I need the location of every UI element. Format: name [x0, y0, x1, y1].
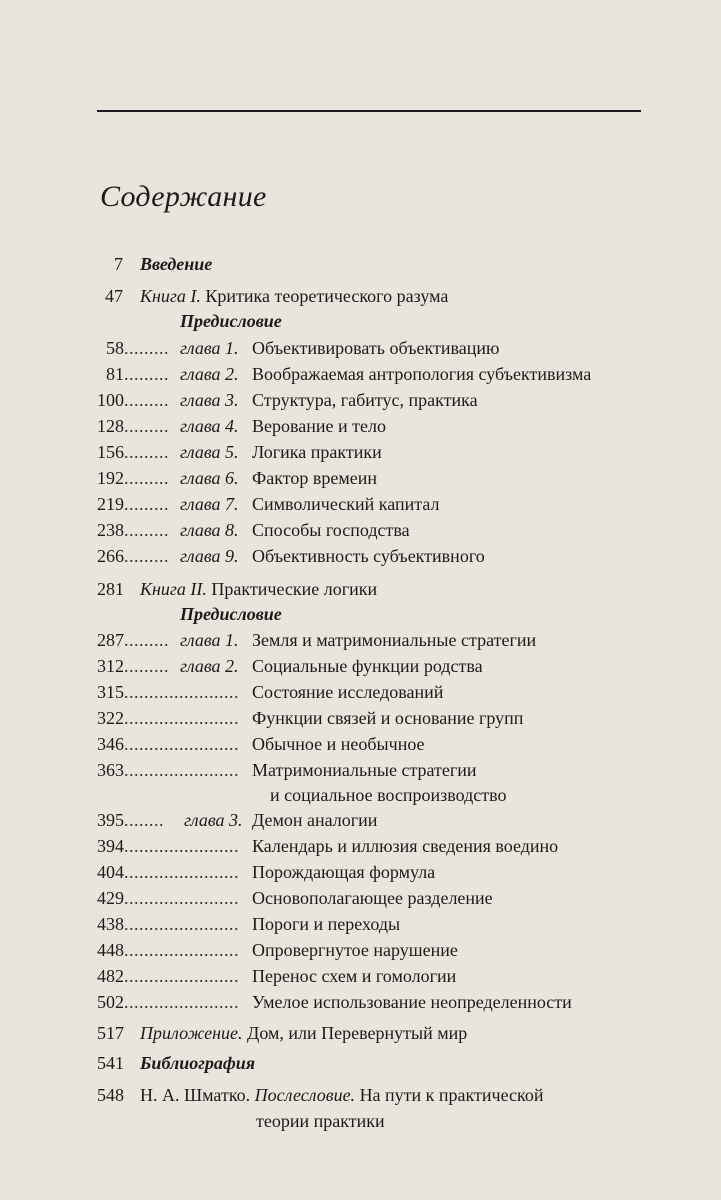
toc-page-number: 7	[114, 254, 123, 274]
toc-leader: .......................	[124, 862, 239, 882]
toc-page-number: 47	[105, 286, 123, 306]
toc-page-number: 58	[106, 338, 124, 358]
toc-title: Логика практики	[252, 442, 382, 462]
toc-leader: .......................	[124, 708, 239, 728]
toc-page-number: 517	[97, 1023, 124, 1043]
toc-title: Верование и тело	[252, 416, 386, 436]
toc-page-number: 100	[97, 390, 124, 410]
toc-title: Порождающая формула	[252, 862, 436, 882]
toc-title: Практические логики	[211, 579, 378, 599]
toc-title: Матримониальные стратегии	[252, 760, 477, 780]
toc-leader: .......................	[124, 914, 239, 934]
toc-leader: .......................	[124, 836, 239, 856]
toc-title: Земля и матримониальные стратегии	[252, 630, 537, 650]
toc-page-number: 312	[97, 656, 124, 676]
toc-title: Опровергнутое нарушение	[252, 940, 458, 960]
toc-leader: .........	[124, 442, 169, 462]
toc-leader: .......................	[124, 888, 239, 908]
toc-page-number: 156	[97, 442, 124, 462]
toc-page-number: 448	[97, 940, 124, 960]
toc-leader: .......................	[124, 966, 239, 986]
toc-leader: .......................	[124, 992, 239, 1012]
toc-title: теории практики	[256, 1111, 385, 1131]
toc-chapter-label: глава 1.	[180, 338, 239, 358]
toc-page-number: 219	[97, 494, 124, 514]
toc-leader: .........	[124, 390, 169, 410]
toc-leader: .......................	[124, 940, 239, 960]
toc-leader: .........	[124, 656, 169, 676]
toc-title: Дом, или Перевернутый мир	[247, 1023, 468, 1043]
toc-title: Пороги и переходы	[252, 914, 401, 934]
toc-title: Календарь и иллюзия сведения воедино	[252, 836, 559, 856]
toc-page-number: 238	[97, 520, 124, 540]
toc-title: Демон аналогии	[252, 810, 378, 830]
toc-page-number: 128	[97, 416, 124, 436]
toc-leader: .........	[124, 630, 169, 650]
toc-page-number: 81	[106, 364, 124, 384]
toc-section-label: Библиография	[140, 1053, 256, 1073]
toc-title: Воображаемая антропология субъективизма	[252, 364, 592, 384]
toc-chapter-label: глава 9.	[180, 546, 239, 566]
toc-title: Перенос схем и гомологии	[252, 966, 457, 986]
toc-title: Критика теоретического разума	[205, 286, 449, 306]
toc-page-number: 548	[97, 1085, 124, 1105]
toc-leader: .........	[124, 494, 169, 514]
toc-chapter-label: глава 5.	[180, 442, 239, 462]
toc-title: Социальные функции родства	[252, 656, 483, 676]
toc-page-number: 482	[97, 966, 124, 986]
toc-chapter-label: глава 4.	[180, 416, 239, 436]
toc-leader: .........	[124, 546, 169, 566]
toc-leader: ........	[124, 810, 164, 830]
toc-leader: .........	[124, 364, 169, 384]
toc-leader: .........	[124, 520, 169, 540]
toc-page-number: 346	[97, 734, 124, 754]
toc-page-number: 429	[97, 888, 124, 908]
toc-chapter-label: глава 2.	[180, 364, 239, 384]
toc-title: Объективировать объективацию	[252, 338, 500, 358]
toc-page-number: 404	[97, 862, 124, 882]
top-rule	[97, 110, 641, 112]
toc-page-number: 363	[97, 760, 124, 780]
page-title: Содержание	[100, 180, 267, 213]
toc-section-label: Введение	[140, 254, 213, 274]
toc-author: Н. А. Шматко.	[140, 1085, 251, 1105]
toc-page-number: 394	[97, 836, 124, 856]
toc-leader: .......................	[124, 682, 239, 702]
toc-title: Объективность субъективного	[252, 546, 485, 566]
toc-page-number: 315	[97, 682, 124, 702]
toc-page-number: 281	[97, 579, 124, 599]
toc-chapter-label: глава 3.	[180, 390, 239, 410]
toc-chapter-label: глава 3.	[184, 810, 243, 830]
toc-title: Функции связей и основание групп	[252, 708, 524, 728]
toc-title: Обычное и необычное	[252, 734, 425, 754]
toc-leader: .........	[124, 338, 169, 358]
toc-title: Способы господства	[252, 520, 410, 540]
toc-chapter-label: глава 1.	[180, 630, 239, 650]
toc-title: Основополагающее разделение	[252, 888, 493, 908]
toc-title: Фактор времеин	[252, 468, 377, 488]
toc-section-label: Предисловие	[180, 604, 282, 624]
toc-chapter-label: глава 7.	[180, 494, 239, 514]
toc-chapter-label: глава 2.	[180, 656, 239, 676]
toc-chapter-label: глава 6.	[180, 468, 239, 488]
toc-page-number: 322	[97, 708, 124, 728]
toc-title: На пути к практической	[359, 1085, 544, 1105]
toc-chapter-label: глава 8.	[180, 520, 239, 540]
toc-leader: .........	[124, 416, 169, 436]
toc-page-number: 192	[97, 468, 124, 488]
toc-title: и социальное воспроизводство	[270, 785, 507, 805]
toc-page-number: 395	[97, 810, 124, 830]
toc-leader: .......................	[124, 734, 239, 754]
toc-page-number: 438	[97, 914, 124, 934]
toc-section-label: Послесловие.	[254, 1085, 356, 1105]
toc-title: Структура, габитус, практика	[252, 390, 478, 410]
toc-title: Умелое использование неопределенности	[252, 992, 572, 1012]
toc-leader: .......................	[124, 760, 239, 780]
toc-title: Состояние исследований	[252, 682, 444, 702]
toc-book-label: Книга I.	[140, 286, 201, 306]
toc-page-number: 266	[97, 546, 124, 566]
toc-title: Символический капитал	[252, 494, 440, 514]
toc-book-label: Книга II.	[140, 579, 207, 599]
toc-section-label: Приложение.	[140, 1023, 243, 1043]
toc-section-label: Предисловие	[180, 311, 282, 331]
toc-page-number: 502	[97, 992, 124, 1012]
toc-page-number: 541	[97, 1053, 124, 1073]
toc-leader: .........	[124, 468, 169, 488]
toc-page-number: 287	[97, 630, 124, 650]
